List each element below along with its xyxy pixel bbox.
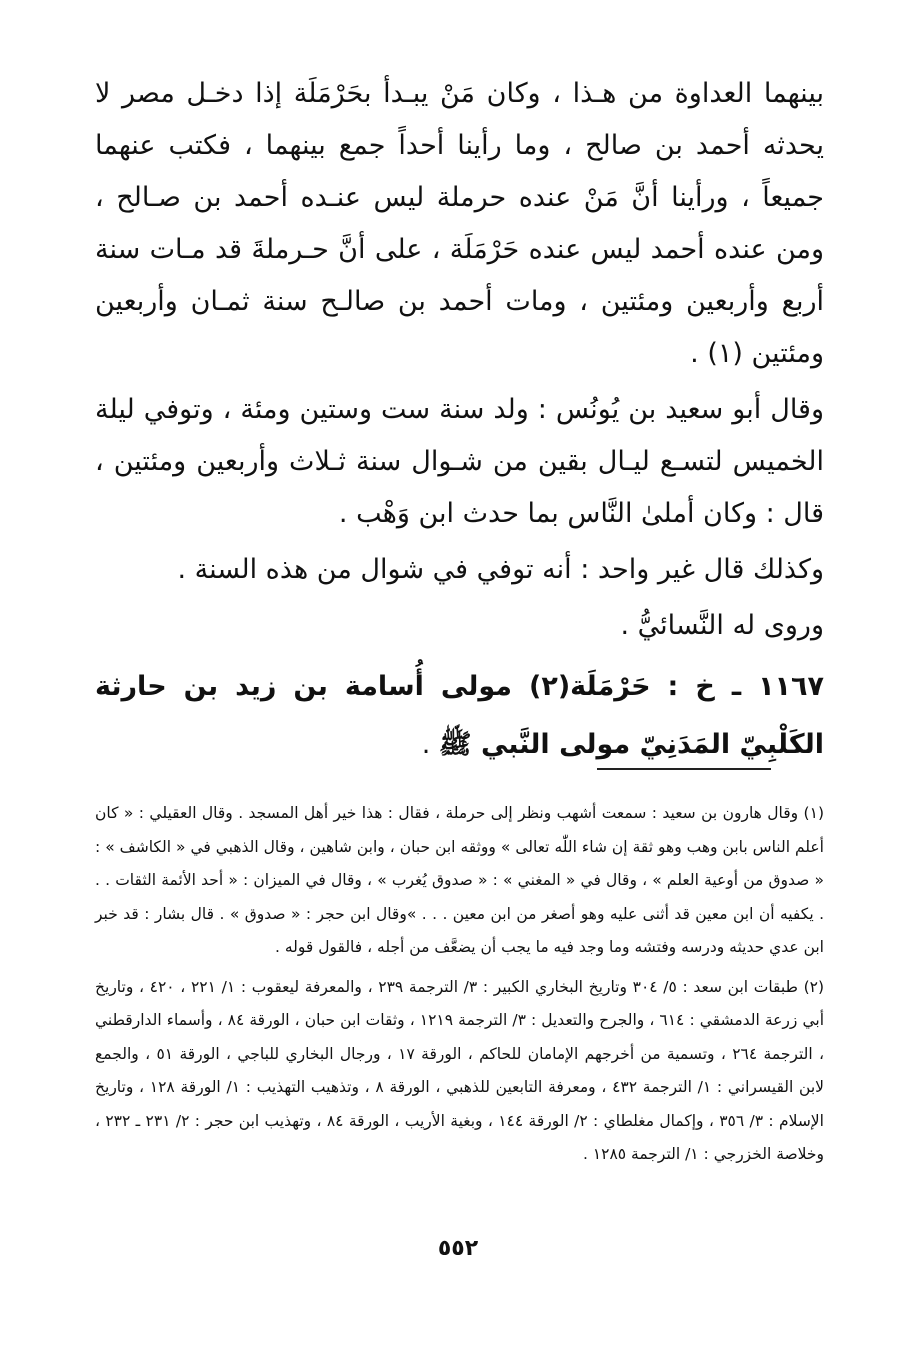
paragraph-1: بينهما العداوة من هـذا ، وكان مَنْ يبـدأ بحَرْمَلَة إذا دخـل مصر لا يحدثه أحمد بن صالح ، وما رأينا أحداً جمع بينهما ، فكتب عنهما جميعاً ، ورأينا أنَّ مَنْ عنده حرملة ليس عنـده أحمد بن صـالح ، ومن عنده أحمد ليس عنده حَرْمَلَة ، على أنَّ حـرملةَ قد مـات سنة أربع وأربعين ومئتين ، ومات أحمد بن صالـح سنة ثمـان وأربعين ومئتين (١) . (95, 78, 824, 369)
entry-end: . (421, 729, 439, 760)
entry-name: حَرْمَلَة(٢) مولى أُسامة بن زيد بن حارثة الكَلْبِيّ المَدَنِيّ مولى النَّبي ﷺ (95, 671, 824, 760)
page-number: ٥٥٢ (437, 1236, 479, 1261)
biography-entry-heading (95, 658, 824, 774)
footnote-1: (١) وقال هارون بن سعيد : سمعت أشهب ونظر إلى حرملة ، فقال : هذا خير أهل المسجد . وقال العقيلي : « كان أعلم الناس بابن وهب وهو ثقة إن شاء اللّٰه تعالى » ووثقه ابن حبان ، وابن شاهين ، وقال الذهبي في « الكاشف » : « صدوق من أوعية العلم » ، وقال في « المغني » : « صدوق يُغرب » ، وقال في الميزان : « أحد الأئمة الثقات . . . يكفيه أن ابن معين قد أثنى عليه وهو أصغر من ابن معين . . . »وقال ابن حجر : « صدوق » . قال بشار : قد خبر ابن عدي حديثه ودرسه وفتشه وما وجد فيه ما يجب أن يضعَّف من أجله ، فالقول قوله . (95, 804, 824, 956)
paragraph-2: وقال أبو سعيد بن يُونُس : ولد سنة ست وستين ومئة ، وتوفي ليلة الخميس لتسـع ليـال بقين من شـوال سنة ثـلاث وأربعين ومئتين ، قال : وكان أملىٰ النَّاس بما حدث ابن وَهْب . (95, 394, 824, 529)
main-text (95, 68, 824, 774)
entry-number: ١١٦٧ ـ خ : (650, 671, 824, 702)
footnote-separator (597, 768, 771, 770)
paragraph-3: وكذلك قال غير واحد : أنه توفي في شوال من هذه السنة . (177, 554, 824, 585)
footnotes (95, 797, 824, 1172)
paragraph-4: وروى له النَّسائيُّ . (620, 610, 824, 641)
footnote-2: (٢) طبقات ابن سعد : ٥/ ٣٠٤ وتاريخ البخاري الكبير : ٣/ الترجمة ٢٣٩ ، والمعرفة ليعقوب : ١/ ٢٢١ ، ٤٢٠ ، وتاريخ أبي زرعة الدمشقي : ٦١٤ ، والجرح والتعديل : ٣/ الترجمة ١٢١٩ ، وثقات ابن حبان ، الورقة ٨٤ ، وأسماء الدارقطني ، الترجمة ٢٦٤ ، وتسمية من أخرجهم الإمامان للحاكم ، الورقة ١٧ ، ورجال البخاري للباجي ، الورقة ٥١ ، والجمع لابن القيسراني : ١/ الترجمة ٤٣٢ ، ومعرفة التابعين للذهبي ، الورقة ٨ ، وتذهيب التهذيب : ١/ الورقة ١٢٨ ، وتاريخ الإسلام : ٣/ ٣٥٦ ، وإكمال مغلطاي : ٢/ الورقة ١٤٤ ، وبغية الأريب ، الورقة ٨٤ ، وتهذيب ابن حجر : ٢/ ٢٣١ ـ ٢٣٢ ، وخلاصة الخزرجي : ١/ الترجمة ١٢٨٥ . (95, 977, 825, 1163)
